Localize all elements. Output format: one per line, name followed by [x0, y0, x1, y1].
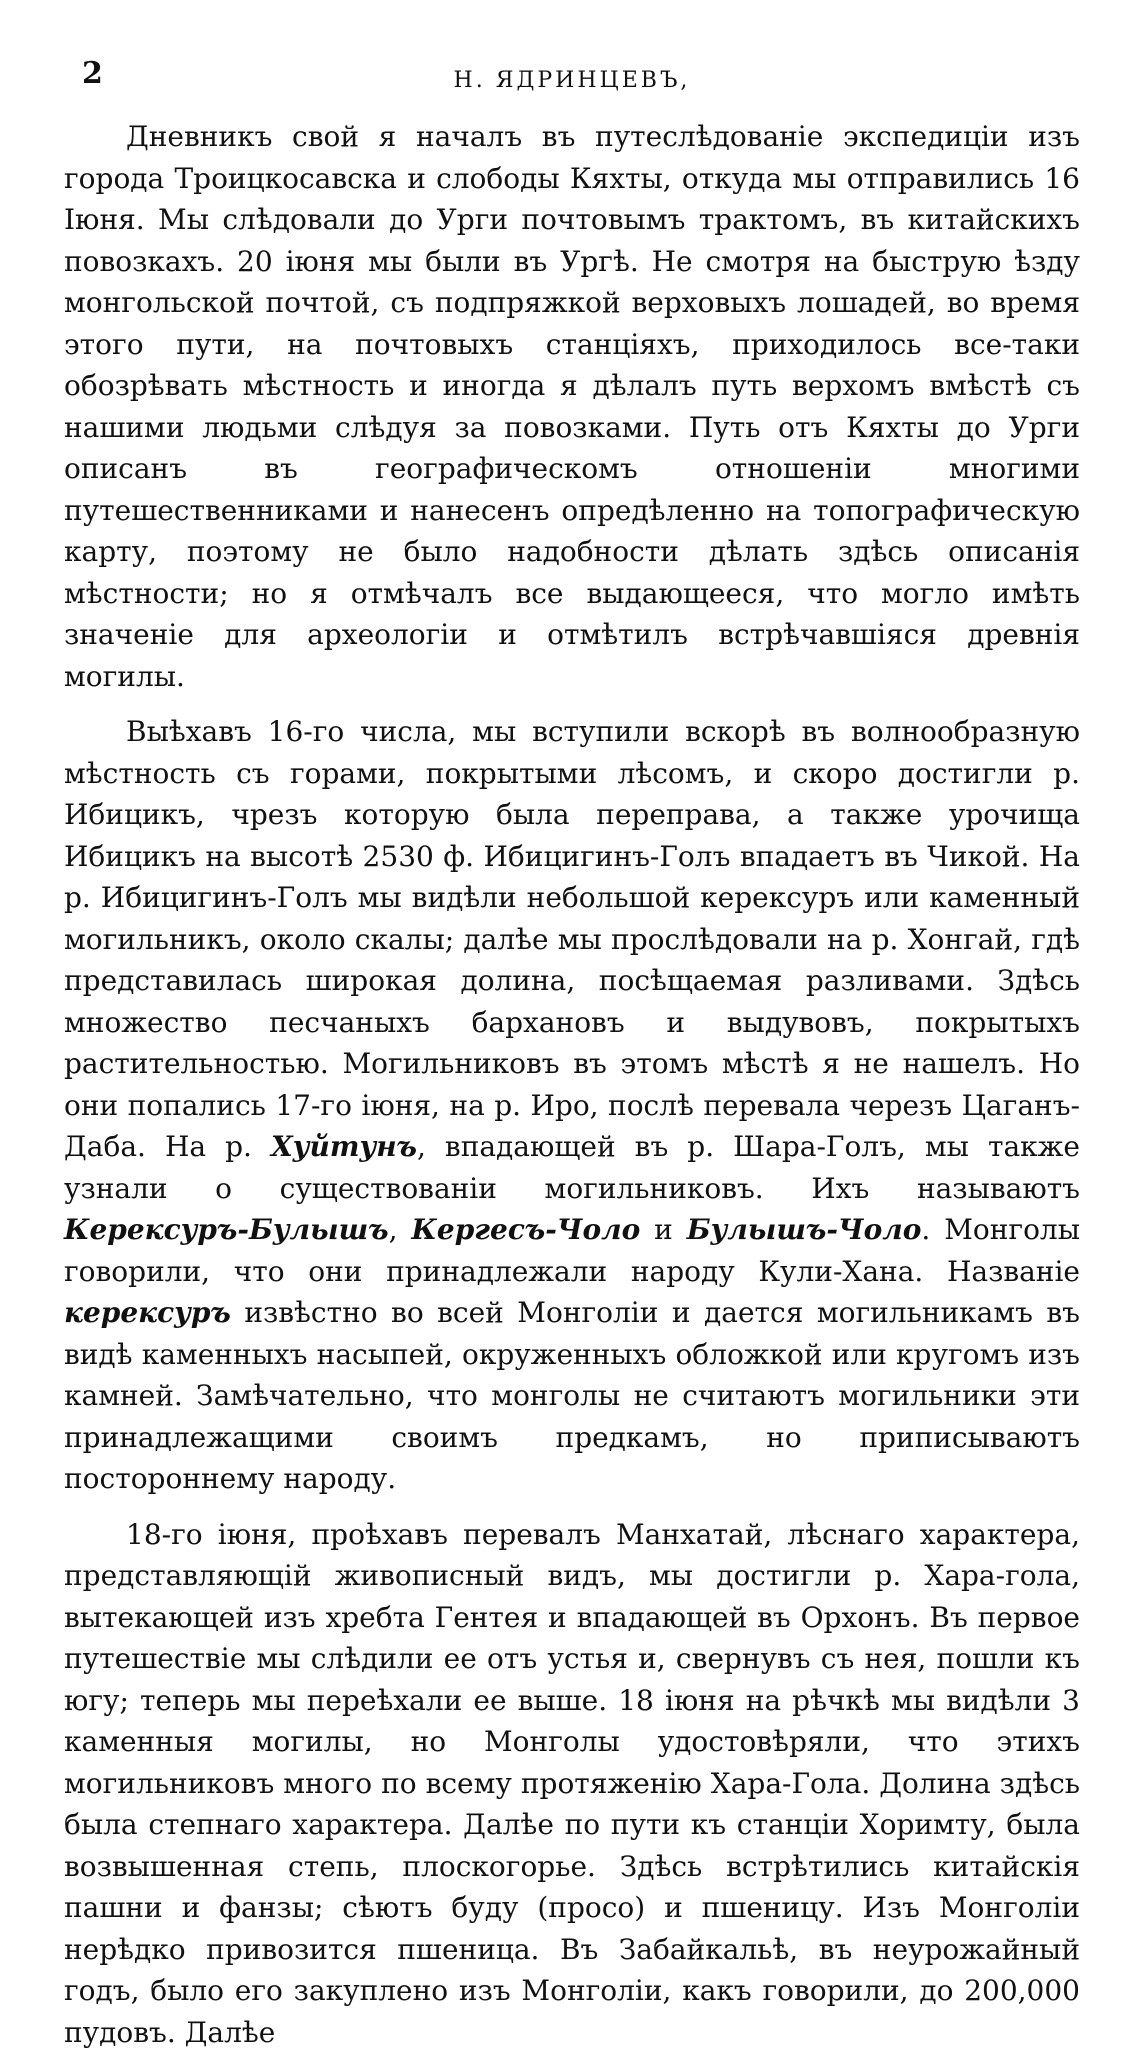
paragraph: [64, 711, 1080, 1500]
text-run: . Монголы говорили, что они принадлежали народу Кули-Хана. Названіе: [64, 1213, 1080, 1288]
paragraph: [64, 116, 1080, 697]
italic-term: Булышъ-Чоло: [687, 1213, 922, 1246]
body-text: [64, 116, 1080, 2053]
italic-term: керексуръ: [64, 1296, 231, 1329]
running-title: Н. ЯДРИНЦЕВЪ,: [64, 68, 1080, 93]
page-number: 2: [82, 56, 103, 91]
page-header: [64, 52, 1080, 108]
italic-term: Хуйтунъ: [271, 1130, 417, 1163]
italic-term: Керексуръ-Булышъ: [64, 1213, 389, 1246]
text-run: ,: [389, 1213, 412, 1246]
text-run: извѣстно во всей Монголіи и дается могильникамъ въ видѣ каменныхъ насыпей, окруженныхъ обложкой или кругомъ изъ камней. Замѣчательно, что монголы не считаютъ могильники эти принадлежащими своимъ предкамъ, но приписываютъ постороннему народу.: [64, 1296, 1080, 1495]
italic-term: Кергесъ-Чоло: [411, 1213, 640, 1246]
text-run: 18-го іюня, проѣхавъ перевалъ Манхатай, лѣснаго характера, представляющій живописный видъ, мы достигли р. Хара-гола, вытекающей изъ хребта Гентея и впадающей въ Орхонъ. Въ первое путешествіе мы слѣдили ее отъ устья и, свернувъ съ нея, пошли къ югу; теперь мы переѣхали ее выше. 18 іюня на рѣчкѣ мы видѣли 3 каменныя могилы, но Монголы удостовѣряли, что этихъ могильниковъ много по всему протяженію Хара-Гола. Долина здѣсь была степнаго характера. Далѣе по пути къ станціи Хоримту, была возвышенная степь, плоскогорье. Здѣсь встрѣтились китайскія пашни и фанзы; сѣютъ буду (просо) и пшеницу. Изъ Монголіи нерѣдко привозится пшеница. Въ Забайкальѣ, въ неурожайный годъ, было его закуплено изъ Монголіи, какъ говорили, до 200,000 пудовъ. Далѣе: [64, 1518, 1080, 2049]
text-run: , впадающей въ р. Шара-Голъ, мы также узнали о существованіи могильниковъ. Ихъ называютъ: [64, 1130, 1080, 1205]
text-run: Дневникъ свой я началъ въ путеслѣдованіе экспедиціи изъ города Троицкосавска и слободы Кяхты, откуда мы отправились 16 Іюня. Мы слѣдовали до Урги почтовымъ трактомъ, въ китайскихъ повозкахъ. 20 іюня мы были въ Ургѣ. Не смотря на быструю ѣзду монгольской почтой, съ подпряжкой верховыхъ лошадей, во время этого пути, на почтовыхъ станціяхъ, приходилось все-таки обозрѣвать мѣстность и иногда я дѣлалъ путь верхомъ вмѣстѣ съ нашими людьми слѣдуя за повозками. Путь отъ Кяхты до Урги описанъ въ географическомъ отношеніи многими путешественниками и нанесенъ опредѣленно на топографическую карту, поэтому не было надобности дѣлать здѣсь описанія мѣстности; но я отмѣчалъ все выдающееся, что могло имѣть значеніе для археологіи и отмѣтилъ встрѣчавшіяся древнія могилы.: [64, 120, 1080, 693]
paragraph: [64, 1514, 1080, 2053]
text-run: и: [640, 1213, 686, 1246]
text-run: Выѣхавъ 16-го числа, мы вступили вскорѣ въ волнообразную мѣстность съ горами, покрытыми лѣсомъ, и скоро достигли р. Ибицикъ, чрезъ которую была переправа, а также урочища Ибицикъ на высотѣ 2530 ф. Ибицигинъ-Голъ впадаетъ въ Чикой. На р. Ибицигинъ-Голъ мы видѣли небольшой керексуръ или каменный могильникъ, около скалы; далѣе мы прослѣдовали на р. Хонгай, гдѣ представилась широкая долина, посѣщаемая разливами. Здѣсь множество песчаныхъ бархановъ и выдувовъ, покрытыхъ растительностью. Могильниковъ въ этомъ мѣстѣ я не нашелъ. Но они попались 17-го іюня, на р. Иро, послѣ перевала черезъ Цаганъ-Даба. На р.: [64, 715, 1080, 1163]
